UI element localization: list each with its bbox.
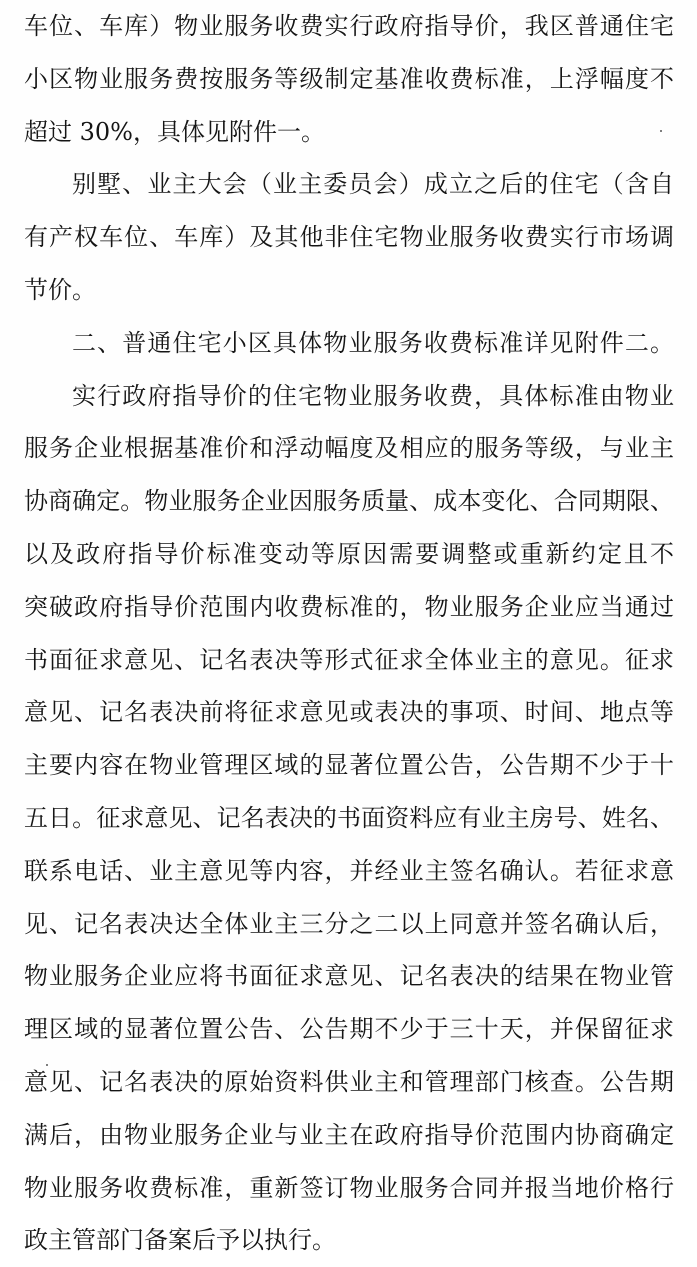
paragraph-start-line: 实行政府指导价的住宅物业服务收费，具体标准由物业 — [72, 381, 674, 410]
text-line: 主要内容在物业管理区域的显著位置公告，公告期不少于十 — [24, 751, 674, 780]
scan-speck — [660, 130, 662, 132]
text-line: 服务企业根据基准价和浮动幅度及相应的服务等级，与业主 — [24, 434, 674, 463]
text-line: 政主管部门备案后予以执行。 — [24, 1226, 336, 1255]
text-line: 车位、车库）物业服务收费实行政府指导价，我区普通住宅 — [24, 12, 674, 40]
scan-speck — [46, 1064, 48, 1066]
text-line: 小区物业服务费按服务等级制定基准收费标准，上浮幅度不 — [24, 64, 674, 93]
text-line: 意见、记名表决的原始资料供业主和管理部门核查。公告期 — [24, 1067, 674, 1096]
text-line: 超过 30%，具体见附件一。 — [24, 117, 325, 146]
text-line: 满后，由物业服务企业与业主在政府指导价范围内协商确定 — [24, 1120, 674, 1149]
document-body — [24, 0, 674, 1267]
text-line: 协商确定。物业服务企业因服务质量、成本变化、合同期限、 — [24, 487, 674, 516]
text-line: 五日。征求意见、记名表决的书面资料应有业主房号、姓名、 — [24, 803, 674, 832]
text-line: 书面征求意见、记名表决等形式征求全体业主的意见。征求 — [24, 645, 674, 674]
text-line: 意见、记名表决前将征求意见或表决的事项、时间、地点等 — [24, 698, 674, 727]
text-line: 突破政府指导价范围内收费标准的，物业服务企业应当通过 — [24, 592, 674, 621]
text-line: 物业服务企业应将书面征求意见、记名表决的结果在物业管 — [24, 962, 674, 991]
text-line: 见、记名表决达全体业主三分之二以上同意并签名确认后， — [24, 909, 674, 938]
text-line: 物业服务收费标准，重新签订物业服务合同并报当地价格行 — [24, 1173, 674, 1202]
paragraph-start-line: 别墅、业主大会（业主委员会）成立之后的住宅（含自 — [72, 170, 674, 199]
text-line: 节价。 — [24, 275, 96, 304]
text-line: 以及政府指导价标准变动等原因需要调整或重新约定且不 — [24, 539, 674, 568]
text-line: 理区域的显著位置公告、公告期不少于三十天，并保留征求 — [24, 1015, 674, 1044]
text-line: 联系电话、业主意见等内容，并经业主签名确认。若征求意 — [24, 856, 674, 885]
section-heading-line: 二、普通住宅小区具体物业服务收费标准详见附件二。 — [72, 328, 674, 357]
text-line: 有产权车位、车库）及其他非住宅物业服务收费实行市场调 — [24, 223, 674, 252]
